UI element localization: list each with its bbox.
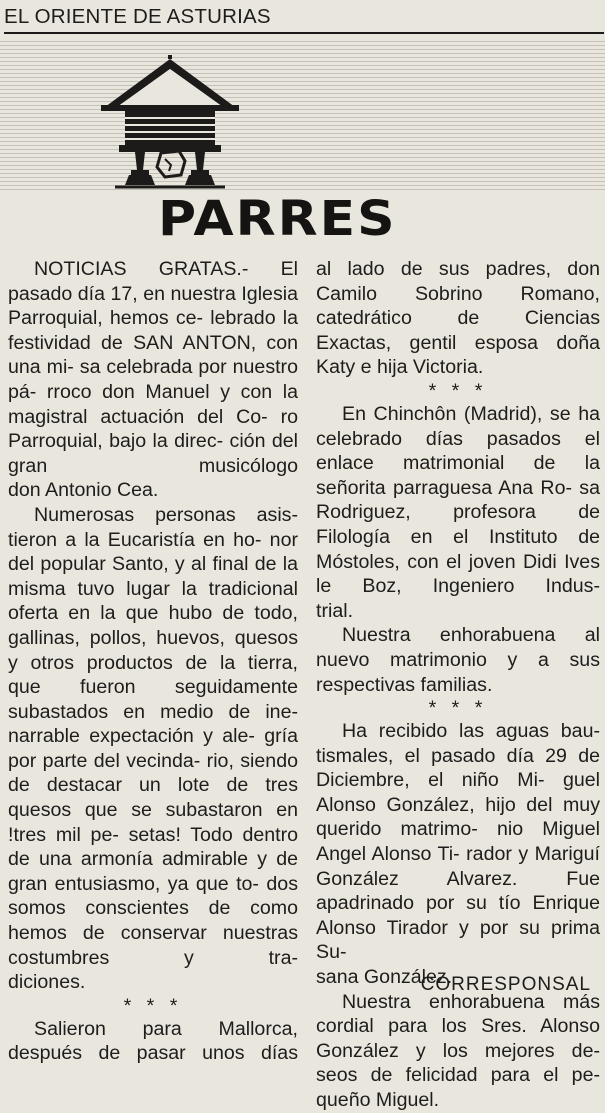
paragraph: Numerosas personas asis- tieron a la Eucaristía en ho- nor del popular Santo, y al final de la misma tuvo lugar la tradicional oferta en la que hubo de todo, gallinas, pollos, huevos, quesos y otros productos de la tierra, que fueron seguidamente subastados en medio de ine- narrable expectación y ale- gría por parte del vecinda- rio, siendo de destacar un lote de tres quesos que se subastaron en !tres mil pe- setas! Todo dentro de una armonía admirable y de gran entusiasmo, ya que to- dos somos conscientes de como hemos de conservar nuestras costumbres y tra- [8, 503, 299, 969]
paragraph: Nuestra enhorabuena más cordial para los Sres. Alonso González y los mejores de- seos de felicidad para el pe- [316, 990, 600, 1087]
separator: * * * [428, 379, 488, 402]
paragraph: En Chinchôn (Madrid), se ha celebrado días pasados el enlace matrimonial de la señorita parraguesa Ana Ro- sa Rodriguez, profesora de Filología en el Instituto de Móstoles, con el joven Didi Ives le Boz, Ingeniero Indus- [316, 402, 600, 598]
paragraph-end: respectivas familias. [316, 673, 493, 696]
horreo-logo-icon [95, 55, 245, 190]
paragraph-end: trial. [316, 599, 354, 622]
paragraph: NOTICIAS GRATAS.- El pasado día 17, en nuestra Iglesia Parroquial, hemos ce- lebrado la festividad de SAN ANTON, con una mi- sa celebrada por nuestro pá- rroco don Manuel y con la magistral actuación del Co- ro Parroquial, bajo la direc- ción del gran musicólogo [8, 258, 299, 477]
paragraph-end: queño Miguel. [316, 1089, 440, 1111]
paragraph: al lado de sus padres, don Camilo Sobrino Romano, catedrático de Ciencias Exactas, gentil esposa doña [316, 258, 600, 354]
paragraph: Ha recibido las aguas bau- tismales, el pasado día 29 de Diciembre, el niño Mi- guel Alonso González, hijo del muy querido matrimo- nio Miguel Angel Alonso Ti- rador y Mariguí González Alvarez. Fue apadrinado por su tío Enrique Alonso Tirador y por su prima Su- [316, 720, 601, 964]
paragraph-end: don Antonio Cea. [8, 479, 159, 502]
publication-header [4, 2, 604, 34]
separator: * * * [428, 697, 488, 720]
paragraph: Nuestra enhorabuena al nuevo matrimonio y a sus [316, 624, 600, 671]
paragraph-end: Katy e hija Victoria. [316, 356, 484, 379]
paragraph: Salieron para Mallorca, después de pasar unos días [8, 1017, 298, 1065]
hatch-area [244, 40, 605, 190]
separator: * * * [123, 994, 183, 1017]
left-column [8, 257, 298, 1066]
paragraph-end: diciones. [8, 971, 86, 994]
section-title: PARRES [158, 192, 397, 248]
paragraph-end: sana González. [316, 966, 453, 989]
byline-signature: CORRESPONSAL [420, 974, 591, 995]
publication-name: EL ORIENTE DE ASTURIAS [4, 5, 271, 28]
